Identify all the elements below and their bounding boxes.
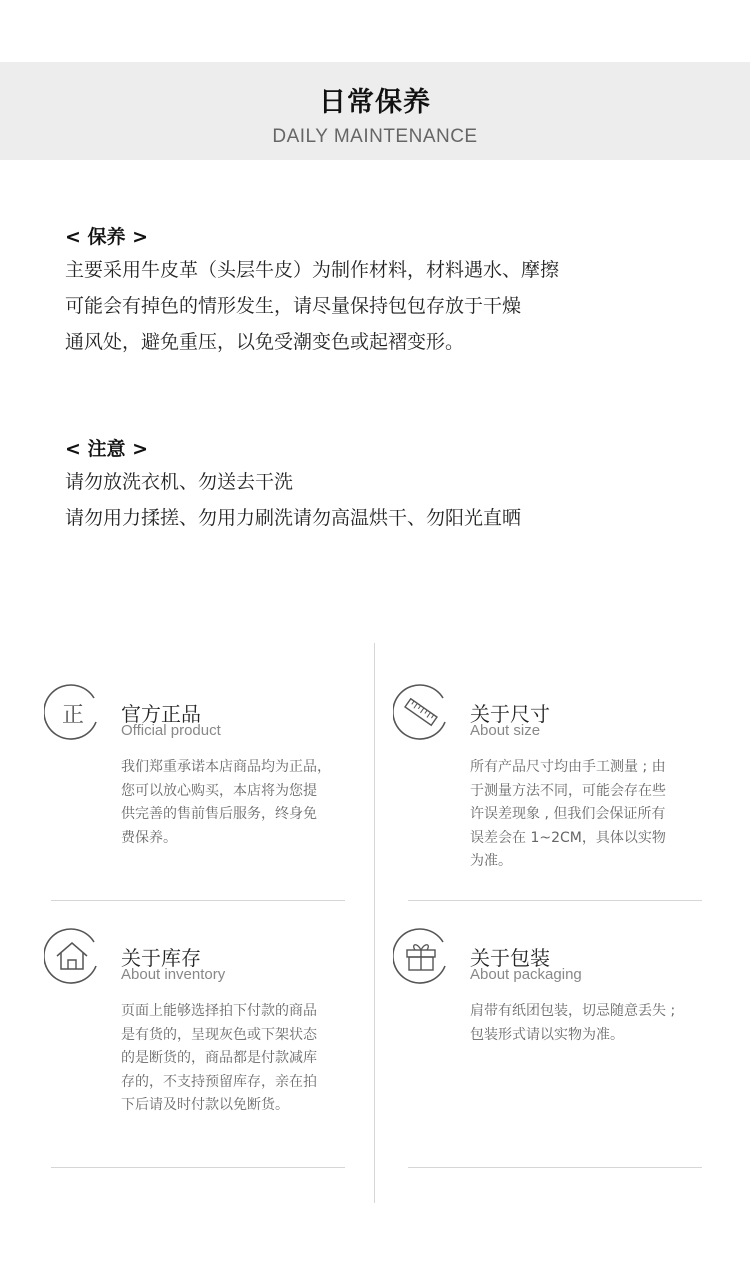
card-line: 于测量方法不同，可能会存在些 <box>470 782 666 799</box>
notice-heading: < 注意 > <box>65 438 149 460</box>
card-subtitle: Official product <box>121 722 221 739</box>
about-packaging-card <box>393 928 693 1158</box>
card-line: 包装形式请以实物为准。 <box>470 1026 624 1043</box>
card-body <box>121 1000 353 1118</box>
card-line: 是有货的，呈现灰色或下架状态 <box>121 1026 317 1043</box>
notice-section <box>65 434 705 536</box>
card-line: 所有产品尺寸均由手工测量 ; 由 <box>470 759 666 775</box>
card-body <box>121 756 353 850</box>
notice-line: 请勿放洗衣机、勿送去干洗 <box>65 471 294 493</box>
card-line: 存的，不支持预留库存，亲在拍 <box>121 1073 317 1090</box>
card-title: 关于库存 <box>121 946 201 970</box>
vertical-divider <box>374 643 375 1203</box>
card-body <box>470 1000 702 1047</box>
care-section <box>65 222 705 360</box>
card-line: 的是断货的，商品都是付款减库 <box>121 1050 317 1066</box>
page-banner <box>0 62 750 160</box>
house-icon <box>44 928 100 984</box>
horizontal-divider <box>408 1167 702 1168</box>
authentic-icon <box>44 684 100 740</box>
card-title: 关于尺寸 <box>470 702 550 726</box>
card-line: 您可以放心购买，本店将为您提 <box>121 782 317 799</box>
card-subtitle: About inventory <box>121 966 226 983</box>
care-line: 通风处，避免重压，以免受潮变色或起褶变形。 <box>65 331 465 353</box>
card-line: 肩带有纸团包装，切忌随意丢失 ; <box>470 1003 676 1019</box>
card-subtitle: About packaging <box>470 966 582 983</box>
gift-icon <box>393 928 449 984</box>
card-line: 下后请及时付款以免断货。 <box>121 1097 289 1113</box>
card-subtitle: About size <box>470 722 541 739</box>
card-line: 费保养。 <box>121 829 177 846</box>
ruler-icon <box>393 684 449 740</box>
care-line: 主要采用牛皮革（头层牛皮）为制作材料，材料遇水、摩擦 <box>65 259 560 281</box>
card-title: 官方正品 <box>121 702 201 726</box>
care-line: 可能会有掉色的情形发生，请尽量保持包包存放于干燥 <box>65 295 522 317</box>
card-line: 我们郑重承诺本店商品均为正品， <box>121 759 331 775</box>
horizontal-divider <box>51 1167 345 1168</box>
about-size-card <box>393 684 693 914</box>
card-line: 许误差现象 , 但我们会保证所有 <box>470 806 666 822</box>
page-subtitle: DAILY MAINTENANCE <box>272 126 478 147</box>
about-inventory-card <box>44 928 344 1158</box>
card-line: 误差会在 1~2CM，具体以实物 <box>470 829 666 846</box>
care-heading: < 保养 > <box>65 226 149 248</box>
official-product-card <box>44 684 344 914</box>
card-title: 关于包装 <box>470 946 550 970</box>
authentic-icon-glyph: 正 <box>61 703 85 728</box>
card-line: 页面上能够选择拍下付款的商品 <box>121 1003 317 1019</box>
card-line: 为准。 <box>470 853 512 869</box>
card-body <box>470 756 702 874</box>
card-line: 供完善的售前售后服务，终身免 <box>121 806 317 822</box>
notice-line: 请勿用力揉搓、勿用力刷洗请勿高温烘干、勿阳光直晒 <box>65 507 522 529</box>
page-title: 日常保养 <box>319 87 431 118</box>
